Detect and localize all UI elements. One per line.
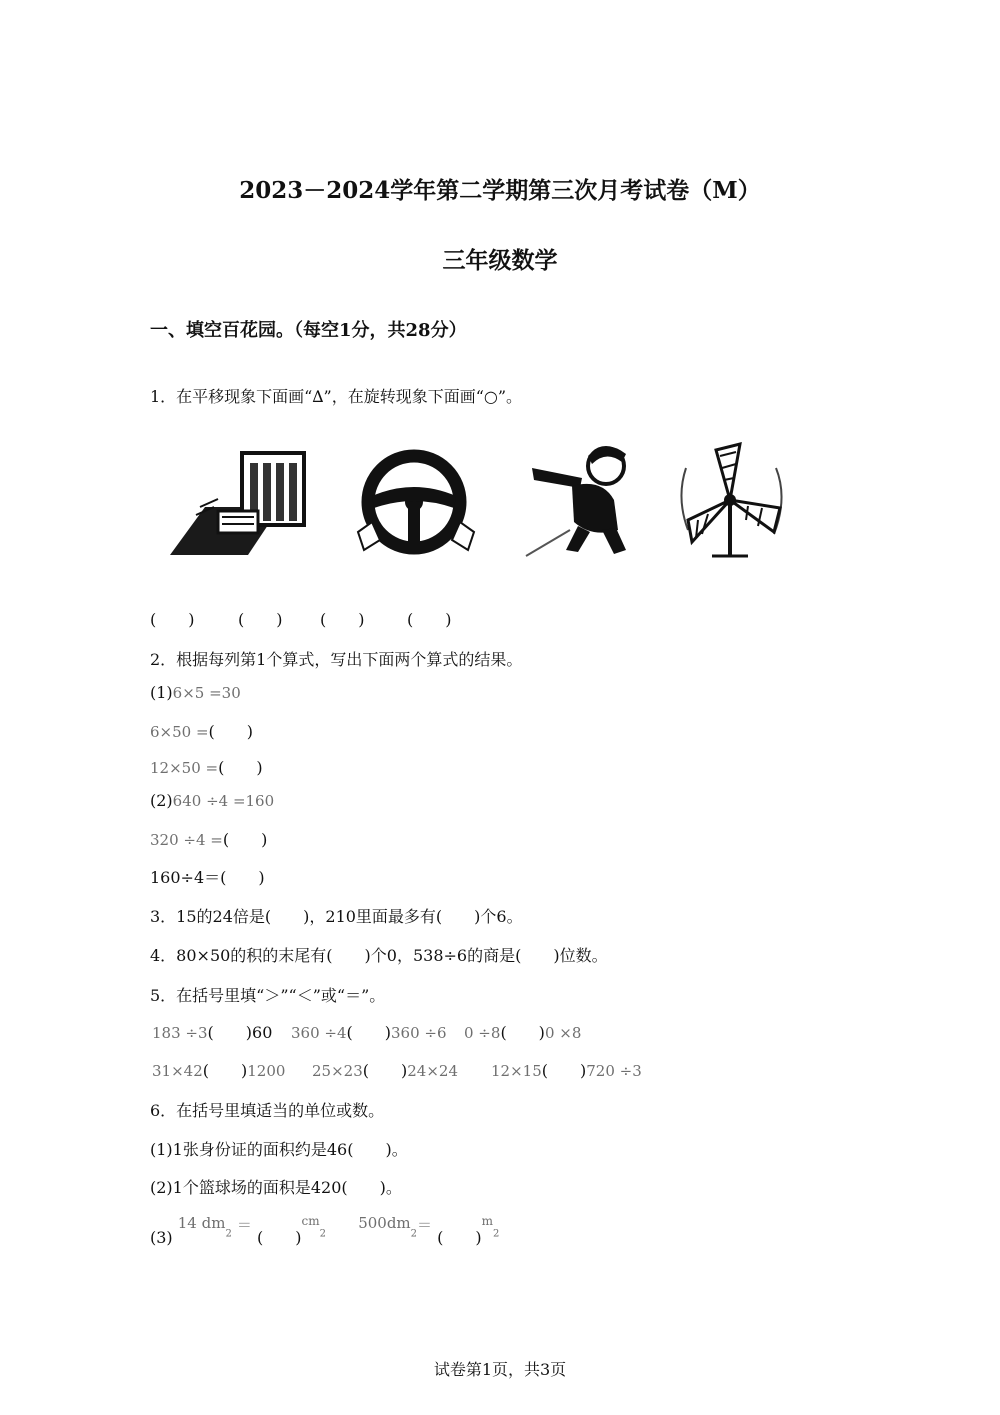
- q2-part2-given: 640 ÷4 =160: [172, 792, 275, 810]
- compare-right: 1200: [247, 1062, 286, 1080]
- answer-blank-3[interactable]: ( ): [320, 610, 365, 629]
- compare-right: 60: [252, 1023, 273, 1042]
- q6-part3-a-sup: 2: [225, 1228, 232, 1240]
- section-heading: 一、填空百花园。（每空1分，共28分）: [150, 320, 467, 341]
- q6-part3-a-blank[interactable]: ( ): [257, 1228, 302, 1247]
- q6-part1: (1)1张身份证的面积约是46( )。: [150, 1140, 408, 1159]
- compare-right: 360 ÷6: [391, 1024, 447, 1042]
- compare-blank[interactable]: ( ): [541, 1061, 587, 1080]
- q6-part3-b-sup: 2: [410, 1228, 418, 1240]
- answer-blank-4[interactable]: ( ): [407, 610, 452, 629]
- q2-part1-a: [150, 719, 253, 742]
- compare-right: 0 ×8: [544, 1024, 582, 1042]
- question-2-text: 2．根据每列第1个算式，写出下面两个算式的结果。: [150, 650, 523, 669]
- q6-part3-b-unit: m: [481, 1214, 494, 1228]
- steering-wheel-icon: [350, 448, 482, 558]
- q2-part1-label: (1): [150, 683, 173, 702]
- compare-left: 25×23: [312, 1062, 363, 1080]
- q6-part3-a-eq: ＝: [236, 1216, 252, 1234]
- compare-item: [152, 1020, 272, 1043]
- cash-drawer-icon: [170, 445, 310, 560]
- compare-left: 360 ÷4: [291, 1024, 347, 1042]
- q2-part2-label: (2): [150, 791, 173, 810]
- compare-item: [464, 1020, 581, 1043]
- q2-part2-b: 160÷4＝( ): [150, 868, 265, 887]
- compare-blank[interactable]: ( ): [362, 1061, 408, 1080]
- q2-part1-b-blank[interactable]: ( ): [218, 758, 263, 777]
- answer-blank-2[interactable]: ( ): [238, 610, 283, 629]
- exam-title: 2023－2024学年第二学期第三次月考试卷（M）: [239, 177, 761, 204]
- question-6-text: 6．在括号里填适当的单位或数。: [150, 1101, 385, 1120]
- q6-part3-a-unit: cm: [301, 1214, 320, 1228]
- question-5-text: 5．在括号里填“＞”“＜”或“＝”。: [150, 986, 386, 1005]
- q2-part1-a-blank[interactable]: ( ): [208, 722, 254, 741]
- question-3-text: 3．15的24倍是( )，210里面最多有( )个6。: [150, 907, 523, 926]
- question-4-text: 4．80×50的积的末尾有( )个0，538÷6的商是( )位数。: [150, 946, 608, 965]
- compare-item: [152, 1058, 285, 1081]
- compare-item: [312, 1058, 458, 1081]
- exam-subtitle: 三年级数学: [442, 247, 558, 274]
- q2-part2: [150, 791, 274, 810]
- answer-blank-1[interactable]: ( ): [150, 610, 195, 629]
- compare-left: 12×15: [491, 1062, 542, 1080]
- q6-part3: [150, 1214, 499, 1248]
- q2-part2-a-expr: 320 ÷4 =: [150, 831, 223, 849]
- compare-right: 24×24: [407, 1062, 458, 1080]
- question-1-text: 1．在平移现象下面画“∆”，在旋转现象下面画“○”。: [150, 387, 523, 406]
- q6-part3-b-left: 500dm: [358, 1214, 411, 1232]
- compare-left: 31×42: [152, 1062, 203, 1080]
- q6-part3-a-left: 14 dm: [177, 1214, 226, 1232]
- compare-left: 183 ÷3: [152, 1024, 208, 1042]
- q2-part2-a-blank[interactable]: ( ): [222, 830, 268, 849]
- q6-part2: (2)1个篮球场的面积是420( )。: [150, 1178, 402, 1197]
- q2-part2-a: [150, 827, 267, 850]
- compare-item: [291, 1020, 447, 1043]
- compare-blank[interactable]: ( ): [346, 1023, 392, 1042]
- compare-item: [491, 1058, 642, 1081]
- compare-right: 720 ÷3: [586, 1062, 642, 1080]
- q2-part1-b: [150, 755, 263, 778]
- compare-blank[interactable]: ( ): [202, 1061, 248, 1080]
- q6-part3-b-unit-sup: 2: [493, 1228, 500, 1240]
- page-footer: 试卷第1页，共3页: [433, 1360, 567, 1379]
- q6-part3-a-unit-sup: 2: [319, 1228, 327, 1240]
- compare-blank[interactable]: ( ): [500, 1023, 545, 1042]
- q2-part1: [150, 683, 241, 702]
- q6-part3-b-blank[interactable]: ( ): [437, 1228, 482, 1247]
- q6-part3-b-eq: ＝: [417, 1216, 433, 1234]
- compare-left: 0 ÷8: [464, 1024, 501, 1042]
- q2-part1-a-expr: 6×50 =: [150, 723, 209, 741]
- windmill-icon: [668, 438, 794, 562]
- q2-part1-b-expr: 12×50 =: [150, 759, 219, 777]
- q2-part1-given: 6×5 =30: [172, 684, 241, 702]
- q6-part3-label: (3): [150, 1228, 173, 1247]
- compare-blank[interactable]: ( ): [207, 1023, 253, 1042]
- skier-icon: [522, 438, 640, 558]
